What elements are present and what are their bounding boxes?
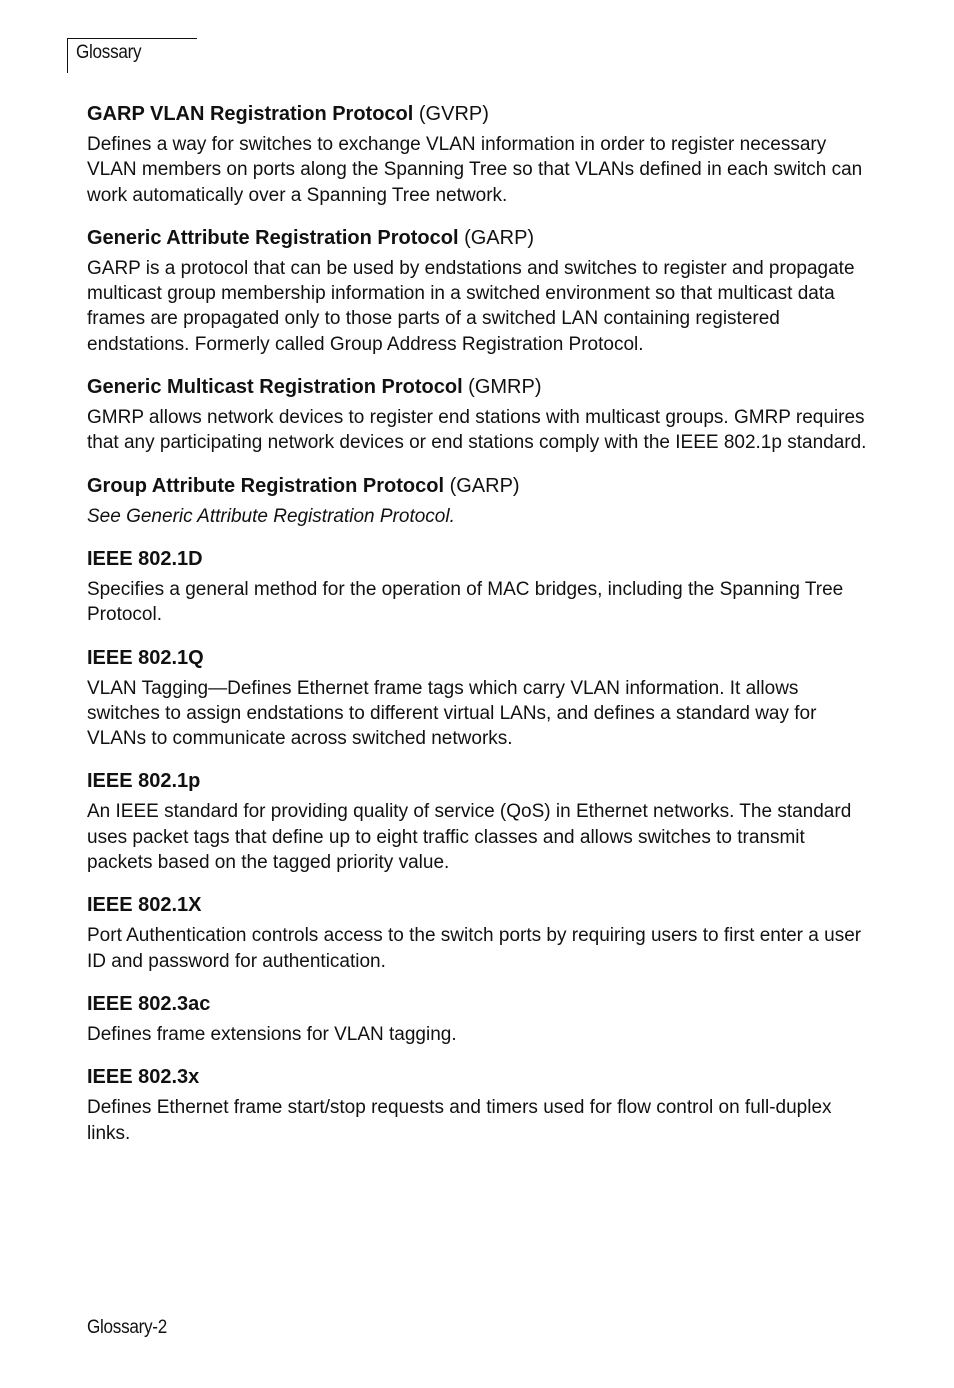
glossary-entry: [87, 1064, 867, 1146]
term-name: IEEE 802.3ac: [87, 992, 211, 1015]
glossary-term: [87, 101, 867, 127]
glossary-term: [87, 892, 867, 918]
glossary-definition: GMRP allows network devices to register end stations with multicast groups. GMRP requires that any participating network devices or end stations comply with the IEEE 802.1p standard.: [87, 407, 867, 454]
glossary-entry: [87, 892, 867, 974]
term-name: IEEE 802.3x: [87, 1066, 200, 1089]
glossary-cross-reference: See Generic Attribute Registration Protocol.: [87, 505, 455, 527]
glossary-term: [87, 473, 867, 499]
glossary-entry: [87, 645, 867, 752]
glossary-entry: [87, 374, 867, 456]
glossary-definition: Defines frame extensions for VLAN tagging.: [87, 1023, 457, 1045]
term-abbreviation: (GVRP): [413, 103, 489, 125]
term-abbreviation: (GARP): [458, 226, 535, 249]
section-title: Glossary: [76, 42, 142, 63]
glossary-definition: GARP is a protocol that can be used by endstations and switches to register and propagate multicast group membership information in a switched environment so that multicast data frames are propagated only to those parts of a switched LAN containing registered endstations. Formerly called Group Address Registration Protocol.: [87, 257, 855, 355]
term-name: Group Attribute Registration Protocol: [87, 474, 445, 497]
glossary-definition: Defines a way for switches to exchange VLAN information in order to register necessary VLAN members on ports along the Spanning Tree so that VLANs defined in each switch can work automatically over a Spanning Tree network.: [87, 134, 863, 206]
term-name: IEEE 802.1D: [87, 547, 203, 570]
glossary-term: [87, 991, 867, 1017]
term-name: Generic Attribute Registration Protocol: [87, 226, 459, 249]
running-header: [67, 38, 197, 73]
glossary-term: [87, 1064, 867, 1090]
term-abbreviation: (GMRP): [462, 376, 542, 399]
glossary-definition: VLAN Tagging—Defines Ethernet frame tags which carry VLAN information. It allows switches to assign endstations to different virtual LANs, and defines a standard way for VLANs to communicate across switched networks.: [87, 677, 817, 750]
glossary-list: [87, 101, 867, 1163]
glossary-definition: Port Authentication controls access to the switch ports by requiring users to first enter a user ID and password for authentication.: [87, 925, 862, 972]
term-name: IEEE 802.1X: [87, 894, 202, 917]
glossary-entry: [87, 225, 867, 357]
glossary-term: [87, 546, 867, 572]
glossary-entry: [87, 991, 867, 1047]
glossary-definition: Specifies a general method for the operation of MAC bridges, including the Spanning Tree Protocol.: [87, 578, 844, 626]
glossary-definition: An IEEE standard for providing quality of service (QoS) in Ethernet networks. The standard uses packet tags that define up to eight traffic classes and allows switches to transmit packets based on the tagged priority value.: [87, 801, 852, 874]
page-number: Glossary-2: [87, 1317, 167, 1338]
glossary-definition: Defines Ethernet frame start/stop requests and timers used for flow control on full-duplex links.: [87, 1097, 832, 1144]
term-name: GARP VLAN Registration Protocol: [87, 103, 414, 125]
glossary-term: [87, 768, 867, 794]
glossary-entry: [87, 473, 867, 529]
glossary-entry: [87, 546, 867, 628]
glossary-entry: [87, 101, 867, 208]
term-name: Generic Multicast Registration Protocol: [87, 376, 463, 399]
glossary-term: [87, 374, 867, 400]
term-abbreviation: (GARP): [444, 474, 520, 497]
glossary-term: [87, 645, 867, 671]
glossary-entry: [87, 768, 867, 875]
term-name: IEEE 802.1p: [87, 770, 201, 793]
glossary-term: [87, 225, 867, 251]
term-name: IEEE 802.1Q: [87, 646, 204, 669]
